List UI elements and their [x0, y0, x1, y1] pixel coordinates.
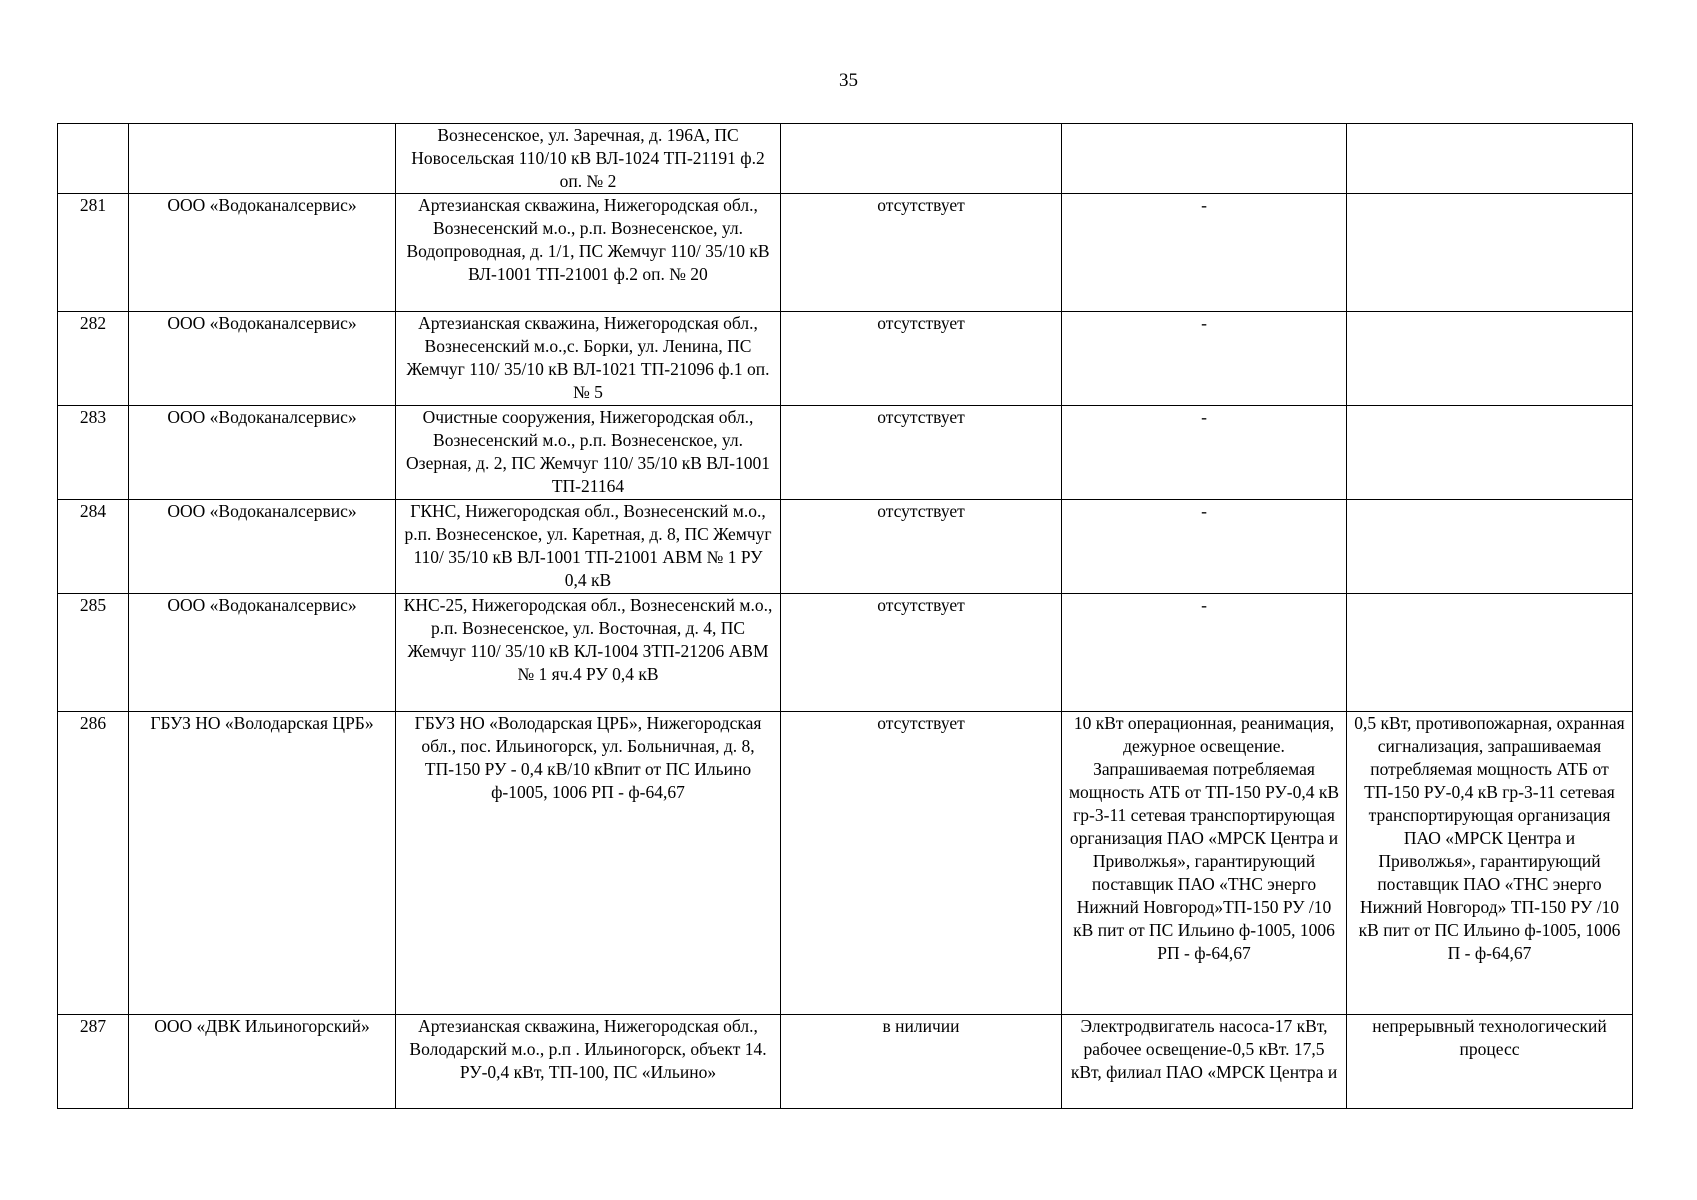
table-row — [58, 712, 1633, 1015]
organization-cell: ООО «Водоканалсервис» — [129, 194, 396, 312]
reserve-source-cell: отсутствует — [781, 500, 1062, 594]
table-row — [58, 194, 1633, 312]
table-row — [58, 124, 1633, 194]
address-cell: ГКНС, Нижегородская обл., Вознесенский м.о., р.п. Вознесенское, ул. Каретная, д. 8, ПС Жемчуг 110/ 35/10 кВ ВЛ-1001 ТП-21001 АВМ № 1 РУ 0,4 кВ — [396, 500, 781, 594]
address-cell: ГБУЗ НО «Володарская ЦРБ», Нижегородская обл., пос. Ильиногорск, ул. Больничная, д. 8, ТП-150 РУ - 0,4 кВ/10 кВпит от ПС Ильино ф-1005, 1006 РП - ф-64,67 — [396, 712, 781, 1015]
address-cell: Очистные сооружения, Нижегородская обл., Вознесенский м.о., р.п. Вознесенское, ул. Озерная, д. 2, ПС Жемчуг 110/ 35/10 кВ ВЛ-1001 ТП-21164 — [396, 406, 781, 500]
address-cell: КНС-25, Нижегородская обл., Вознесенский м.о., р.п. Вознесенское, ул. Восточная, д. 4, ПС Жемчуг 110/ 35/10 кВ КЛ-1004 ЗТП-21206 АВМ № 1 яч.4 РУ 0,4 кВ — [396, 594, 781, 712]
reserve-source-cell: отсутствует — [781, 194, 1062, 312]
category-two-load-cell: 0,5 кВт, противопожарная, охранная сигнализация, запрашиваемая потребляемая мощность АТБ от ТП-150 РУ-0,4 кВ гр-3-11 сетевая транспортирующая организация ПАО «МРСК Центра и Приволжья», гарантирующий поставщик ПАО «ТНС энерго Нижний Новгород» ТП-150 РУ /10 кВ пит от ПС Ильино ф-1005, 1006 П - ф-64,67 — [1347, 712, 1633, 1015]
table-row — [58, 406, 1633, 500]
category-two-load-cell: непрерывный технологический процесс — [1347, 1015, 1633, 1109]
consumer-table — [57, 123, 1633, 1109]
row-number-cell: 286 — [58, 712, 129, 1015]
organization-cell: ООО «Водоканалсервис» — [129, 594, 396, 712]
reserve-source-cell: отсутствует — [781, 594, 1062, 712]
table-row — [58, 312, 1633, 406]
category-two-load-cell — [1347, 312, 1633, 406]
reserve-source-cell: в ниличии — [781, 1015, 1062, 1109]
organization-cell — [129, 124, 396, 194]
organization-cell: ГБУЗ НО «Володарская ЦРБ» — [129, 712, 396, 1015]
category-one-load-cell: - — [1062, 594, 1347, 712]
category-one-load-cell: - — [1062, 312, 1347, 406]
category-one-load-cell: - — [1062, 194, 1347, 312]
organization-cell: ООО «Водоканалсервис» — [129, 500, 396, 594]
organization-cell: ООО «Водоканалсервис» — [129, 312, 396, 406]
row-number-cell: 283 — [58, 406, 129, 500]
row-number-cell: 285 — [58, 594, 129, 712]
table-row — [58, 594, 1633, 712]
category-two-load-cell — [1347, 594, 1633, 712]
table-row — [58, 1015, 1633, 1109]
address-cell: Артезианская скважина, Нижегородская обл., Вознесенский м.о., р.п. Вознесенское, ул. Водопроводная, д. 1/1, ПС Жемчуг 110/ 35/10 кВ ВЛ-1001 ТП-21001 ф.2 оп. № 20 — [396, 194, 781, 312]
category-one-load-cell: - — [1062, 406, 1347, 500]
page-number: 35 — [839, 70, 858, 91]
organization-cell: ООО «ДВК Ильиногорский» — [129, 1015, 396, 1109]
category-one-load-cell: - — [1062, 500, 1347, 594]
address-cell: Артезианская скважина, Нижегородская обл., Володарский м.о., р.п . Ильиногорск, объект 14. РУ-0,4 кВт, ТП-100, ПС «Ильино» — [396, 1015, 781, 1109]
category-one-load-cell — [1062, 124, 1347, 194]
address-cell: Артезианская скважина, Нижегородская обл., Вознесенский м.о.,с. Борки, ул. Ленина, ПС Жемчуг 110/ 35/10 кВ ВЛ-1021 ТП-21096 ф.1 оп. № 5 — [396, 312, 781, 406]
row-number-cell: 284 — [58, 500, 129, 594]
category-one-load-cell: Электродвигатель насоса-17 кВт, рабочее освещение-0,5 кВт. 17,5 кВт, филиал ПАО «МРСК Центра и — [1062, 1015, 1347, 1109]
reserve-source-cell: отсутствует — [781, 712, 1062, 1015]
category-two-load-cell — [1347, 194, 1633, 312]
row-number-cell: 287 — [58, 1015, 129, 1109]
row-number-cell: 281 — [58, 194, 129, 312]
category-one-load-cell: 10 кВт операционная, реанимация, дежурное освещение. Запрашиваемая потребляемая мощность АТБ от ТП-150 РУ-0,4 кВ гр-3-11 сетевая транспортирующая организация ПАО «МРСК Центра и Приволжья», гарантирующий поставщик ПАО «ТНС энерго Нижний Новгород»ТП-150 РУ /10 кВ пит от ПС Ильино ф-1005, 1006 РП - ф-64,67 — [1062, 712, 1347, 1015]
reserve-source-cell — [781, 124, 1062, 194]
category-two-load-cell — [1347, 500, 1633, 594]
address-cell: Вознесенское, ул. Заречная, д. 196А, ПС Новосельская 110/10 кВ ВЛ-1024 ТП-21191 ф.2 оп. № 2 — [396, 124, 781, 194]
reserve-source-cell: отсутствует — [781, 406, 1062, 500]
row-number-cell — [58, 124, 129, 194]
category-two-load-cell — [1347, 124, 1633, 194]
reserve-source-cell: отсутствует — [781, 312, 1062, 406]
organization-cell: ООО «Водоканалсервис» — [129, 406, 396, 500]
category-two-load-cell — [1347, 406, 1633, 500]
table-row — [58, 500, 1633, 594]
row-number-cell: 282 — [58, 312, 129, 406]
